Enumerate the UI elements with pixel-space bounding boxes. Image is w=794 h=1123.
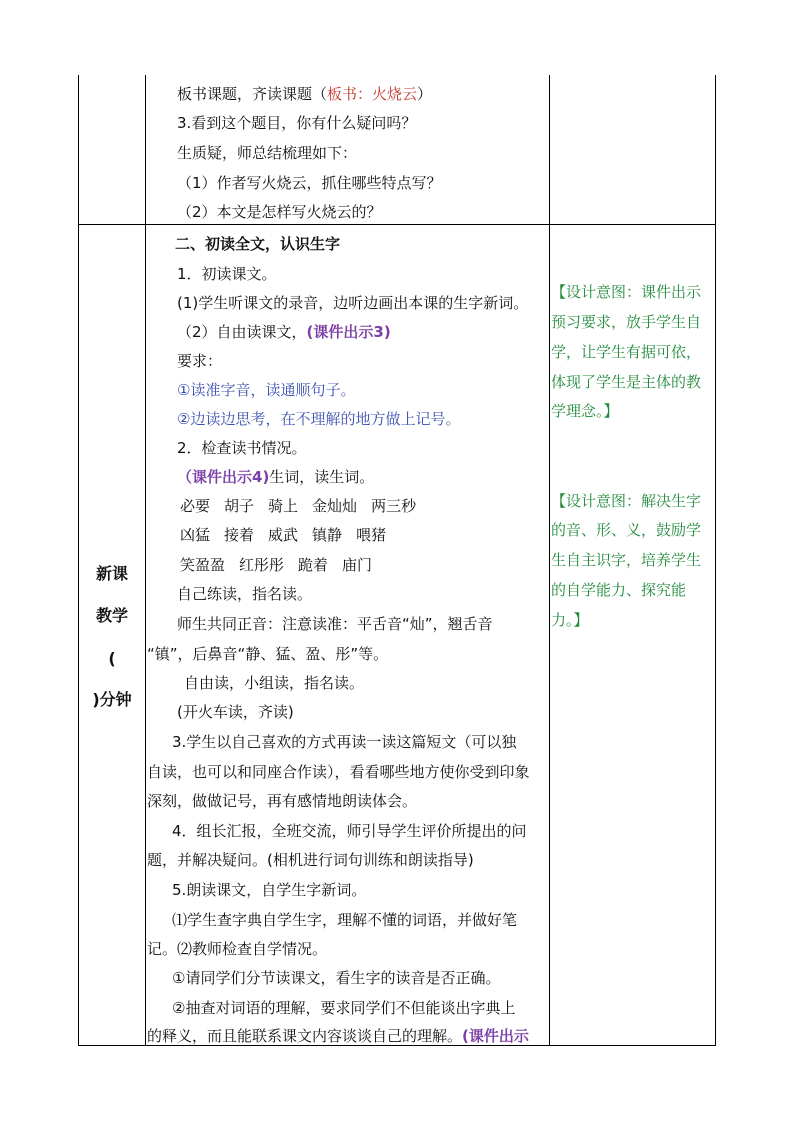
requirement-1: ①读准字音，读通顺句子。 (177, 381, 356, 399)
section-label-line3: ( (108, 649, 116, 668)
table-col-divider-1 (145, 75, 146, 1046)
board-title-line: 板书课题，齐读课题（板书：火烧云） (177, 85, 433, 103)
design-note-1-line-4: 体现了学生是主体的教 (551, 373, 702, 391)
vocab-row-3 (180, 555, 372, 575)
vocab-word: 胡子 (224, 497, 255, 515)
design-note-2-line-1: 【设计意图：解决生字 (551, 492, 702, 510)
step-4-line-2: 题，并解决疑问。(相机进行词句训练和朗读指导) (147, 851, 474, 869)
step-5c-line-2: 的释义，而且能联系课文内容谈谈自己的理解。(课件出示 (147, 1027, 529, 1045)
vocab-word: 镇静 (312, 526, 343, 544)
design-note-1-line-1: 【设计意图：课件出示 (551, 283, 702, 301)
step-4-line-1: 4．组长汇报，全班交流，师引导学生评价所提出的问 (172, 822, 527, 840)
vocab-row-2 (180, 525, 386, 545)
step-5a-line-1: ⑴学生查字典自学生字，理解不懂的词语，并做好笔 (172, 911, 518, 929)
step-1b: （2）自由读课文，(课件出示3) (177, 323, 391, 341)
step-1a: (1)学生听课文的录音，边听边画出本课的生字新词。 (177, 294, 529, 312)
vocab-word: 笑盈盈 (180, 556, 226, 574)
step-3-line-3: 深刻，做做记号，再有感情地朗读体会。 (147, 792, 418, 810)
question-line: 3.看到这个题目，你有什么疑问吗？ (177, 114, 417, 132)
step-2a: （课件出示4)生词，读生词。 (177, 468, 375, 486)
pronunciation-line-2: “镇”，后鼻音“静、猛、盈、彤”等。 (147, 645, 389, 663)
courseware-tag: (课件出示 (462, 1027, 529, 1045)
section-label-line1: 新课 (95, 564, 128, 583)
vocab-word: 跪着 (298, 556, 329, 574)
self-practice: 自己练读，指名读。 (177, 585, 313, 603)
pronunciation-line-1: 师生共同正音：注意读准：平舌音“灿”，翘舌音 (177, 615, 493, 633)
design-note-2-line-3: 生自主识字，培养学生 (551, 551, 702, 569)
vocab-word: 庙门 (342, 556, 373, 574)
design-note-2-line-2: 的音、形、义，鼓励学 (551, 521, 702, 539)
board-note: 板书：火烧云 (327, 85, 418, 103)
step-5c-line-1: ②抽查对词语的理解，要求同学们不但能谈出字典上 (172, 999, 516, 1017)
requirement-2: ②边读边思考，在不理解的地方做上记号。 (177, 410, 461, 428)
vocab-row-1 (180, 496, 416, 516)
design-note-2-line-4: 的自学能力、探究能 (551, 581, 687, 599)
table-col-divider-2 (549, 75, 550, 1046)
vocab-word: 接着 (224, 526, 255, 544)
table-right-border (715, 75, 716, 1046)
step-3-line-1: 3.学生以自己喜欢的方式再读一读这篇短文（可以独 (172, 733, 517, 751)
design-note-1-line-5: 学理念。】 (551, 402, 619, 420)
vocab-word: 必要 (180, 497, 211, 515)
section-title: 二、初读全文，认识生字 (175, 235, 341, 253)
vocab-word: 红彤彤 (239, 556, 285, 574)
train-reading: (开火车读，齐读) (177, 703, 294, 721)
section-label-line4: )分钟 (92, 690, 132, 709)
step-5a-line-2: 记。⑵教师检查自学情况。 (147, 940, 328, 958)
step-2: 2．检查读书情况。 (177, 439, 307, 457)
vocab-word: 骑上 (268, 497, 299, 515)
summary-line: 生质疑，师总结梳理如下： (177, 144, 358, 162)
vocab-word: 喂猪 (356, 526, 387, 544)
table-row-divider (78, 224, 716, 225)
reading-modes: 自由读，小组读，指名读。 (184, 674, 365, 692)
courseware-tag-4: （课件出示4) (177, 468, 270, 486)
courseware-tag-3: (课件出示3) (306, 323, 391, 341)
vocab-word: 威武 (268, 526, 299, 544)
vocab-word: 两三秒 (371, 497, 417, 515)
table-left-border (78, 75, 79, 1046)
design-note-1-line-3: 学，让学生有据可依， (551, 343, 702, 361)
step-5: 5.朗读课文，自学生字新词。 (172, 881, 367, 899)
question-1: （1）作者写火烧云，抓住哪些特点写？ (177, 174, 442, 192)
requirement-label: 要求： (177, 352, 223, 370)
step-5b: ①请同学们分节读课文，看生字的读音是否正确。 (172, 969, 501, 987)
vocab-word: 金灿灿 (312, 497, 358, 515)
design-note-2-line-5: 力。】 (551, 611, 589, 629)
section-label-line2: 教学 (95, 606, 128, 625)
step-3-line-2: 自读，也可以和同座合作读），看看哪些地方使你受到印象 (147, 763, 530, 781)
design-note-1-line-2: 预习要求，放手学生自 (551, 313, 702, 331)
step-1: 1．初读课文。 (177, 265, 277, 283)
vocab-word: 凶猛 (180, 526, 211, 544)
question-2: （2）本文是怎样写火烧云的？ (177, 203, 382, 221)
